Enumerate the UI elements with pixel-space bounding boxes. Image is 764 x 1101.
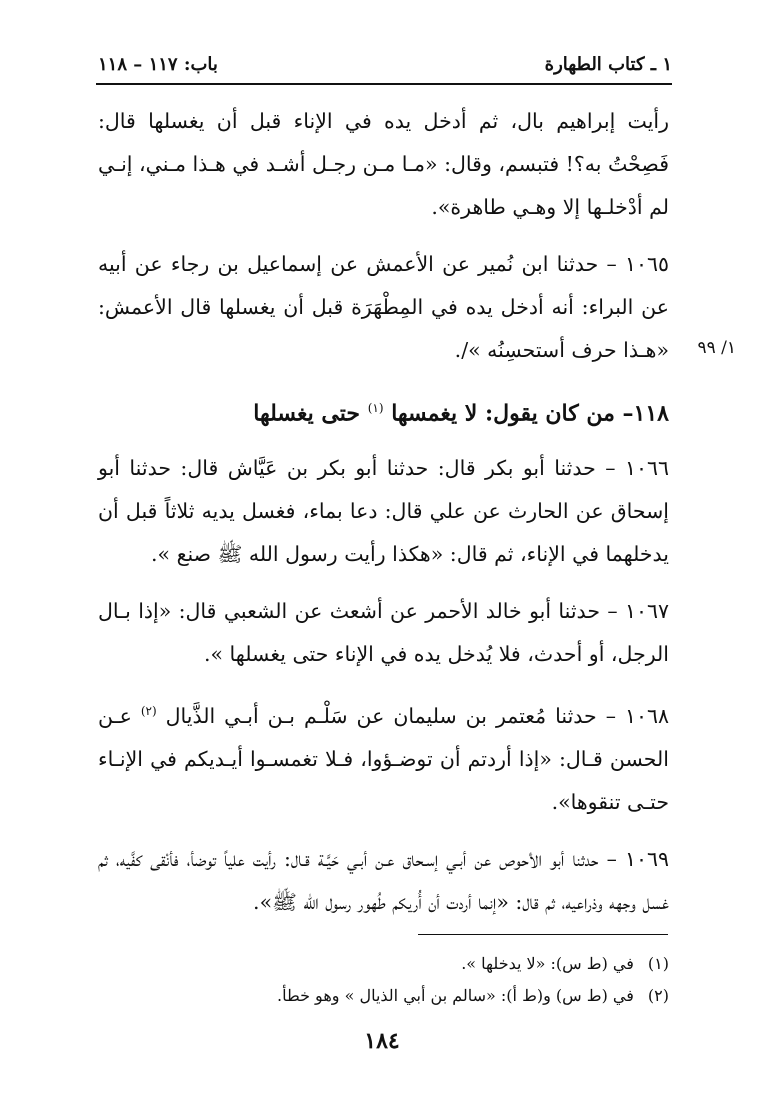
paragraph-1068-post: عـن الحسن قـال: «إذا أردتم أن توضـؤوا، فـلا تغمسـوا أيـديكم في الإنـاء حتـى تنقوها».: [98, 704, 669, 815]
paragraph-1068: [98, 690, 669, 824]
running-header: [98, 50, 672, 78]
footnote-ref-2: (٢): [140, 704, 157, 719]
footnotes: [98, 948, 669, 1012]
paragraph-1067: ١٠٦٧ – حدثنا أبو خالد الأحمر عن أشعث عن الشعبي قال: «إذا بـال الرجل، أو أحدث، فلا يُدخل يده في الإناء حتى يغسلها ».: [98, 599, 669, 667]
footnote-text: في (ط س): «لا يدخلها ».: [461, 954, 634, 973]
footnote-ref-1: (١): [367, 401, 384, 415]
footnote-number: (١): [647, 954, 669, 973]
chapter-heading-text: ١١٨– من كان يقول: لا يغمسها: [391, 400, 669, 427]
header-chapter-range: باب: ١١٧ – ١١٨: [98, 53, 218, 75]
paragraph-intro: رأيت إبراهيم بال، ثم أدخل يده في الإناء قبل أن يغسلها قال: فَصِحْتُ به؟! فتبسم، وقال: «مـا مـن رجـل أشـد في هـذا مـني، إنـي لم أدْخلـها إلا وهـي طاهرة».: [98, 109, 669, 219]
chapter-heading: [98, 386, 669, 435]
footnote-text: في (ط س) و(ط أ): «سالم بن أبي الذيال » وهو خطأ.: [276, 986, 634, 1005]
paragraph-1065: ١٠٦٥ – حدثنا ابن نُمير عن الأعمش عن إسماعيل بن رجاء عن أبيه عن البراء: أنه أدخل يده في المِطْهَرَة قبل أن يغسلها قال الأعمش: «هـذا حرف أستحسِنُه »/.: [98, 252, 669, 362]
main-text: [98, 100, 669, 938]
footnote-number: (٢): [647, 986, 669, 1005]
header-rule: [96, 83, 672, 85]
paragraph-1068-pre: ١٠٦٨ – حدثنا مُعتمر بن سليمان عن سَلْـم بـن أبـي الذَّيال: [165, 704, 669, 729]
paragraph-1069: ١٠٦٩ – حدثنا أبو الأحوص عن أبـي إسـحاق عـن أبـي حَيَّـة قـال: رأيت علياً توضأ، فأنْقى كفَّيه، ثم غسل وجهه وذراعيه، ثم قال: «إنما أردت أن أُريكم طُهور رسول الله ﷺ».: [98, 847, 669, 915]
footnote-rule: [418, 934, 668, 935]
margin-page-reference: ١/ ٩٩: [697, 338, 736, 358]
page-number: ١٨٤: [364, 1028, 400, 1054]
footnote-1: [98, 948, 669, 980]
header-chapter: ١ ـ كتاب الطهارة: [544, 53, 672, 75]
footnote-2: [98, 980, 669, 1012]
chapter-heading-tail: حتى يغسلها: [253, 400, 361, 427]
paragraph-1066: ١٠٦٦ – حدثنا أبو بكر قال: حدثنا أبو بكر بن عَيَّاش قال: حدثنا أبو إسحاق عن الحارث عن علي قال: دعا بماء، فغسل يديه ثلاثاً قبل أن يدخلهما في الإناء، ثم قال: «هكذا رأيت رسول الله ﷺ صنع ».: [98, 456, 669, 567]
